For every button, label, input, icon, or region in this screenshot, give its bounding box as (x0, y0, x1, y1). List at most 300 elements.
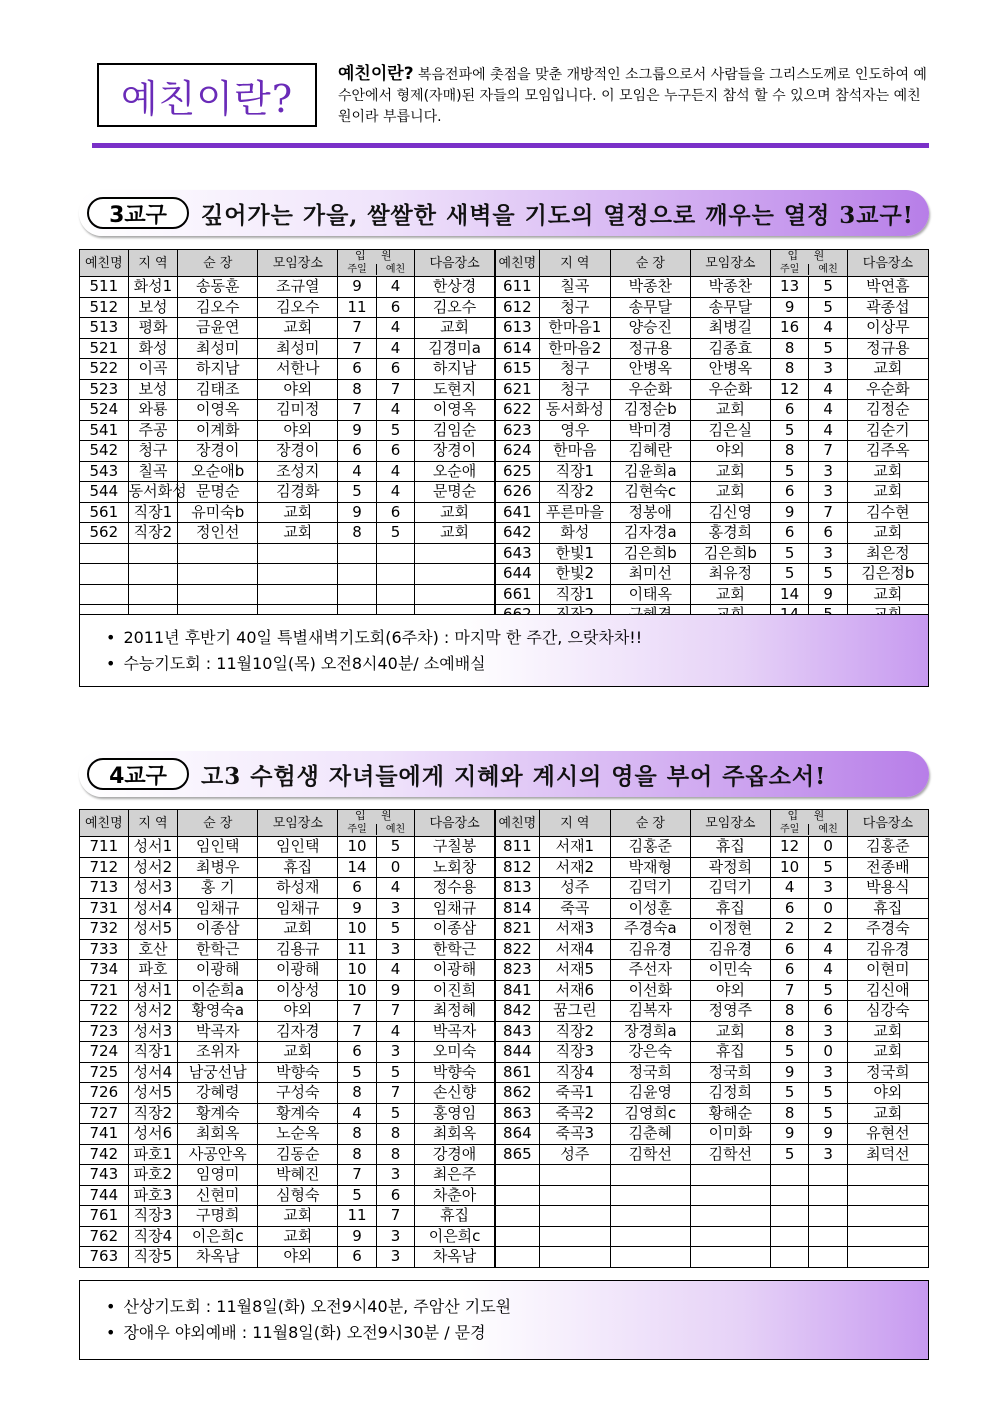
district4-notes (79, 1280, 929, 1360)
table-cell: 7 (338, 1165, 376, 1186)
table-cell (809, 1226, 847, 1247)
table-cell: 3 (376, 898, 414, 919)
table-cell: 5 (809, 1103, 847, 1124)
table-cell: 차옥남 (178, 1247, 258, 1268)
table-cell: 최은정 (847, 543, 928, 564)
bullet-icon: • (106, 628, 116, 647)
table-cell: 성서2 (128, 1001, 178, 1022)
table-cell: 6 (770, 960, 808, 981)
table-cell: 한학근 (415, 939, 495, 960)
table-cell: 조위자 (178, 1042, 258, 1063)
table-cell: 4 (809, 400, 847, 421)
intro-title-box (97, 63, 317, 127)
table-cell: 9 (338, 420, 376, 441)
table-cell: 임인택 (258, 837, 338, 858)
table-cell: 0 (376, 857, 414, 878)
table-cell: 도현지 (415, 379, 495, 400)
table-cell: 동서화성 (539, 400, 610, 421)
table-cell: 5 (376, 1103, 414, 1124)
table-cell: 칠곡 (539, 277, 610, 298)
table-cell: 임채규 (178, 898, 258, 919)
column-header (80, 250, 129, 277)
table-cell: 와룡 (128, 400, 178, 421)
intro-description (338, 64, 928, 128)
table-cell: 713 (80, 878, 129, 899)
table-cell: 김덕기 (690, 878, 770, 899)
table-cell: 휴집 (690, 837, 770, 858)
column-header-label: 예친명 (84, 255, 123, 271)
column-header-label: 지 역 (560, 255, 590, 271)
table-row (80, 1144, 929, 1165)
table-cell: 6 (809, 523, 847, 544)
table-cell: 교회 (258, 1226, 338, 1247)
table-row (80, 857, 929, 878)
table-cell: 호산 (128, 939, 178, 960)
table-cell: 휴집 (415, 1206, 495, 1227)
table-row (80, 1124, 929, 1145)
table-cell: 11 (338, 297, 376, 318)
table-cell: 6 (338, 441, 376, 462)
table-cell: 직장5 (128, 1247, 178, 1268)
table-cell: 6 (376, 1185, 414, 1206)
table-cell (178, 564, 258, 585)
members-header-label: 입 원 (787, 249, 831, 262)
table-cell: 9 (338, 277, 376, 298)
table-cell (376, 584, 414, 605)
table-cell: 영우 (539, 420, 610, 441)
table-cell: 박향숙 (258, 1062, 338, 1083)
table-cell: 4 (376, 338, 414, 359)
table-cell: 손신향 (415, 1083, 495, 1104)
table-cell: 863 (495, 1103, 540, 1124)
table-cell: 정규용 (847, 338, 928, 359)
table-cell: 561 (80, 502, 129, 523)
table-cell: 724 (80, 1042, 129, 1063)
table-cell: 5 (376, 1062, 414, 1083)
table-cell: 562 (80, 523, 129, 544)
table-cell: 김종효 (690, 338, 770, 359)
table-cell: 3 (376, 1247, 414, 1268)
table-cell: 성서3 (128, 878, 178, 899)
table-cell: 최병우 (178, 857, 258, 878)
table-cell: 파호1 (128, 1144, 178, 1165)
column-header-label: 모임장소 (705, 255, 756, 271)
table-cell: 차춘아 (415, 1185, 495, 1206)
table-cell: 8 (770, 441, 808, 462)
table-cell: 9 (338, 1226, 376, 1247)
table-cell: 곽정희 (690, 857, 770, 878)
table-cell: 홍영임 (415, 1103, 495, 1124)
table-cell (80, 564, 129, 585)
table-cell: 4 (338, 461, 376, 482)
note-text: 2011년 후반기 40일 특별새벽기도회(6주차) : 마지막 한 주간, 으랏차차!! (123, 628, 643, 647)
column-header-label: 다음장소 (429, 255, 480, 271)
table-cell: 교회 (847, 461, 928, 482)
table-cell: 8 (770, 359, 808, 380)
table-cell: 7 (770, 980, 808, 1001)
table-cell: 정규용 (610, 338, 690, 359)
table-cell (258, 543, 338, 564)
table-cell (376, 543, 414, 564)
table-cell (495, 1185, 540, 1206)
table-row (80, 461, 929, 482)
table-cell: 한빛2 (539, 564, 610, 585)
table-cell: 7 (376, 1083, 414, 1104)
table-cell: 이영옥 (178, 400, 258, 421)
table-cell: 성서5 (128, 1083, 178, 1104)
table-cell: 9 (809, 584, 847, 605)
table-cell: 744 (80, 1185, 129, 1206)
table-cell: 4 (338, 1103, 376, 1124)
district3-banner (79, 190, 929, 236)
note-item (80, 1294, 928, 1320)
table-cell: 이상무 (847, 318, 928, 339)
table-row (80, 980, 929, 1001)
table-cell: 장경희a (610, 1021, 690, 1042)
table-cell: 734 (80, 960, 129, 981)
table-cell (178, 584, 258, 605)
table-row (80, 277, 929, 298)
table-cell: 김미정 (258, 400, 338, 421)
table-cell: 5 (809, 338, 847, 359)
table-row (80, 960, 929, 981)
table-cell: 8 (376, 1144, 414, 1165)
table-cell: 주선자 (610, 960, 690, 981)
table-cell: 9 (338, 502, 376, 523)
table-cell: 최병길 (690, 318, 770, 339)
table-cell: 6 (338, 878, 376, 899)
table-cell: 김주옥 (847, 441, 928, 462)
table-cell: 김정희 (690, 1083, 770, 1104)
table-cell: 3 (809, 878, 847, 899)
table-row (80, 1165, 929, 1186)
table-cell (338, 543, 376, 564)
district4-label: 4교구 (87, 758, 189, 790)
table-cell: 꿈그린 (539, 1001, 610, 1022)
table-cell: 6 (770, 939, 808, 960)
table-cell: 한마음2 (539, 338, 610, 359)
table-cell: 642 (495, 523, 540, 544)
table-cell: 814 (495, 898, 540, 919)
table-cell: 541 (80, 420, 129, 441)
table-cell: 이곡 (128, 359, 178, 380)
table-cell: 교회 (847, 584, 928, 605)
table-cell: 휴집 (847, 898, 928, 919)
table-cell: 구명희 (178, 1206, 258, 1227)
note-text: 장애우 야외예배 : 11월8일(화) 오전9시30분 / 문경 (123, 1323, 486, 1342)
table-cell: 강혜령 (178, 1083, 258, 1104)
table-cell: 864 (495, 1124, 540, 1145)
table-cell: 2 (770, 919, 808, 940)
table-cell: 노회창 (415, 857, 495, 878)
table-cell: 한마음1 (539, 318, 610, 339)
table-cell: 정영주 (690, 1001, 770, 1022)
table-row (80, 379, 929, 400)
sunday-header: 주일 (779, 824, 800, 835)
table-cell: 김오수 (415, 297, 495, 318)
table-cell: 박용식 (847, 878, 928, 899)
table-cell (690, 1185, 770, 1206)
table-cell: 3 (376, 1226, 414, 1247)
table-cell: 6 (770, 898, 808, 919)
table-cell: 811 (495, 837, 540, 858)
table-cell: 6 (376, 441, 414, 462)
column-header (128, 810, 178, 837)
table-cell: 이민숙 (690, 960, 770, 981)
table-cell: 교회 (847, 523, 928, 544)
table-cell: 장경이 (178, 441, 258, 462)
members-header-label: 입 원 (354, 249, 398, 262)
table-cell: 722 (80, 1001, 129, 1022)
table-cell: 박곡자 (178, 1021, 258, 1042)
table-cell (80, 543, 129, 564)
table-cell: 교회 (690, 1021, 770, 1042)
table-cell: 하지남 (415, 359, 495, 380)
table-cell: 9 (770, 1062, 808, 1083)
table-cell (80, 584, 129, 605)
table-cell: 교회 (847, 1042, 928, 1063)
table-cell: 624 (495, 441, 540, 462)
column-header-label: 예친명 (498, 255, 537, 271)
table-cell (415, 564, 495, 585)
table-cell: 5 (770, 543, 808, 564)
table-row (80, 400, 929, 421)
table-cell (690, 1226, 770, 1247)
table-cell: 김혜란 (610, 441, 690, 462)
table-cell: 최덕선 (847, 1144, 928, 1165)
table-cell: 임영미 (178, 1165, 258, 1186)
table-cell: 7 (338, 1021, 376, 1042)
table-cell: 심형숙 (258, 1185, 338, 1206)
table-cell: 오미숙 (415, 1042, 495, 1063)
table-cell: 직장1 (128, 1042, 178, 1063)
table-cell: 최미선 (610, 564, 690, 585)
table-cell: 3 (376, 1165, 414, 1186)
note-item (80, 625, 928, 651)
table-cell: 4 (376, 277, 414, 298)
table-cell: 3 (809, 543, 847, 564)
table-cell: 5 (809, 297, 847, 318)
table-cell: 이성훈 (610, 898, 690, 919)
table-cell: 송동훈 (178, 277, 258, 298)
table-cell: 5 (809, 857, 847, 878)
table-cell (847, 1165, 928, 1186)
table-cell (128, 543, 178, 564)
table-cell: 야외 (847, 1083, 928, 1104)
table-cell: 최유정 (690, 564, 770, 585)
table-cell: 4 (376, 482, 414, 503)
table-row (80, 1206, 929, 1227)
table-cell: 643 (495, 543, 540, 564)
column-header-label: 순 장 (635, 255, 665, 271)
table-cell: 5 (338, 1062, 376, 1083)
table-cell: 교회 (690, 584, 770, 605)
table-cell: 성서4 (128, 1062, 178, 1083)
table-header-row (80, 250, 929, 277)
table-cell: 5 (809, 980, 847, 1001)
column-header-label: 순 장 (635, 815, 665, 831)
table-cell: 김오수 (178, 297, 258, 318)
yechin-header: 예친 (808, 264, 846, 275)
table-cell: 842 (495, 1001, 540, 1022)
table-cell: 송무달 (690, 297, 770, 318)
table-cell: 7 (376, 1206, 414, 1227)
table-cell: 821 (495, 919, 540, 940)
table-cell: 교회 (690, 461, 770, 482)
table-cell: 5 (809, 1083, 847, 1104)
intro-title: 예친이란? (120, 76, 294, 121)
table-cell: 이종삼 (415, 919, 495, 940)
table-cell (809, 1247, 847, 1268)
table-cell: 5 (770, 1042, 808, 1063)
table-cell: 4 (770, 878, 808, 899)
table-cell: 주공 (128, 420, 178, 441)
table-cell: 김홍준 (610, 837, 690, 858)
table-cell: 6 (376, 297, 414, 318)
table-cell: 정국희 (690, 1062, 770, 1083)
table-cell: 김덕기 (610, 878, 690, 899)
column-header (258, 250, 338, 277)
column-header (415, 810, 495, 837)
table-cell: 직장3 (539, 1042, 610, 1063)
table-cell: 박재형 (610, 857, 690, 878)
table-cell (610, 1206, 690, 1227)
table-cell: 731 (80, 898, 129, 919)
table-cell: 김경화 (258, 482, 338, 503)
table-cell (258, 564, 338, 585)
table-cell: 서한나 (258, 359, 338, 380)
members-header (770, 250, 847, 277)
table-cell: 8 (770, 338, 808, 359)
table-cell: 황계숙 (178, 1103, 258, 1124)
table-cell: 김윤영 (610, 1083, 690, 1104)
table-cell: 교회 (258, 919, 338, 940)
table-cell: 임채규 (258, 898, 338, 919)
table-cell: 8 (770, 1103, 808, 1124)
table-cell: 8 (338, 1083, 376, 1104)
table-cell: 하지남 (178, 359, 258, 380)
table-cell: 9 (809, 1124, 847, 1145)
table-row (80, 939, 929, 960)
table-cell: 교회 (847, 1021, 928, 1042)
table-cell: 5 (376, 420, 414, 441)
table-cell: 김신영 (690, 502, 770, 523)
table-row (80, 584, 929, 605)
table-cell: 이종삼 (178, 919, 258, 940)
table-cell: 교회 (415, 523, 495, 544)
table-cell: 6 (338, 1042, 376, 1063)
table-cell: 6 (338, 1247, 376, 1268)
table-cell: 황해순 (690, 1103, 770, 1124)
table-cell: 721 (80, 980, 129, 1001)
district3-table (79, 249, 929, 626)
table-cell: 안병옥 (610, 359, 690, 380)
yechin-header: 예친 (808, 824, 846, 835)
table-cell (495, 1226, 540, 1247)
table-cell: 성서3 (128, 1021, 178, 1042)
table-cell (128, 564, 178, 585)
table-cell: 한학근 (178, 939, 258, 960)
table-cell: 청구 (539, 379, 610, 400)
table-cell (770, 1247, 808, 1268)
table-cell: 8 (770, 1001, 808, 1022)
table-cell: 6 (770, 400, 808, 421)
table-cell (770, 1165, 808, 1186)
table-cell: 구칠봉 (415, 837, 495, 858)
table-cell: 9 (770, 502, 808, 523)
table-cell: 황영숙a (178, 1001, 258, 1022)
table-cell: 711 (80, 837, 129, 858)
table-cell: 8 (338, 379, 376, 400)
table-cell: 직장2 (128, 1103, 178, 1124)
table-cell: 5 (770, 461, 808, 482)
table-cell: 이광해 (258, 960, 338, 981)
table-cell: 서재3 (539, 919, 610, 940)
table-cell: 김홍준 (847, 837, 928, 858)
table-cell: 7 (338, 318, 376, 339)
table-cell: 사공안옥 (178, 1144, 258, 1165)
column-header (539, 250, 610, 277)
table-cell: 543 (80, 461, 129, 482)
table-cell: 교회 (847, 359, 928, 380)
column-header-label: 다음장소 (429, 815, 480, 831)
column-header (128, 250, 178, 277)
table-cell: 8 (338, 1144, 376, 1165)
table-cell: 김은희b (610, 543, 690, 564)
table-cell (539, 1206, 610, 1227)
table-cell (610, 1165, 690, 1186)
table-cell: 한상경 (415, 277, 495, 298)
table-cell: 4 (809, 379, 847, 400)
table-cell (539, 1247, 610, 1268)
table-cell: 641 (495, 502, 540, 523)
table-cell: 임채규 (415, 898, 495, 919)
table-cell: 전종배 (847, 857, 928, 878)
table-row (80, 1247, 929, 1268)
table-cell: 차옥남 (415, 1247, 495, 1268)
table-cell: 3 (809, 1021, 847, 1042)
table-cell: 6 (376, 502, 414, 523)
table-cell: 김은실 (690, 420, 770, 441)
table-cell: 이상성 (258, 980, 338, 1001)
table-cell (809, 1206, 847, 1227)
table-cell: 정수용 (415, 878, 495, 899)
table-cell: 843 (495, 1021, 540, 1042)
table-cell: 화성 (539, 523, 610, 544)
table-cell: 정국희 (847, 1062, 928, 1083)
table-cell: 이은희c (178, 1226, 258, 1247)
column-header (690, 250, 770, 277)
table-cell: 5 (770, 1083, 808, 1104)
table-cell: 10 (338, 837, 376, 858)
column-header-label: 예친명 (498, 815, 537, 831)
table-cell: 교회 (258, 1042, 338, 1063)
table-cell: 김유경 (690, 939, 770, 960)
table-cell (770, 1226, 808, 1247)
table-cell: 732 (80, 919, 129, 940)
table-cell (847, 1226, 928, 1247)
table-cell: 4 (809, 318, 847, 339)
table-cell: 5 (770, 564, 808, 585)
table-cell: 박향숙 (415, 1062, 495, 1083)
table-cell: 보성 (128, 379, 178, 400)
table-cell: 정국희 (610, 1062, 690, 1083)
table-cell: 교회 (847, 482, 928, 503)
table-cell: 4 (376, 1021, 414, 1042)
table-cell: 이은희c (415, 1226, 495, 1247)
table-cell: 626 (495, 482, 540, 503)
table-cell: 614 (495, 338, 540, 359)
